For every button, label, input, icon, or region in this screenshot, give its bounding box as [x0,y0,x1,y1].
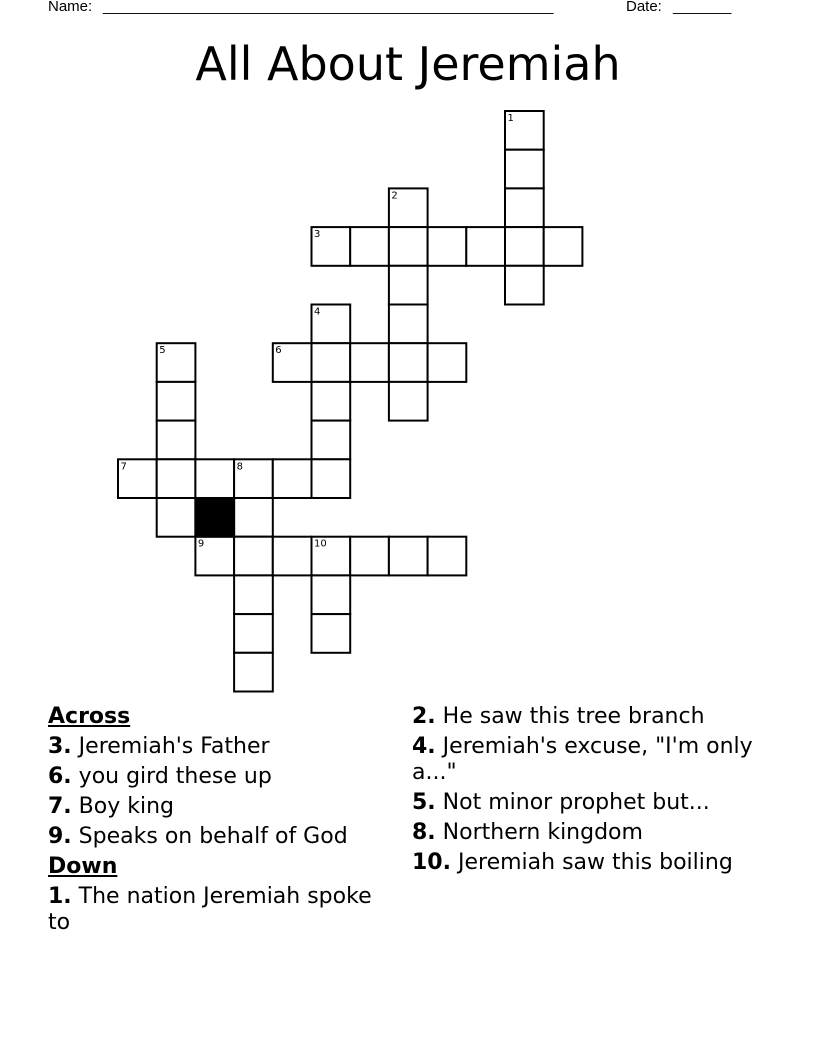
clue-text: Jeremiah saw this boiling [457,850,733,875]
grid-cell[interactable] [234,653,273,692]
grid-cell[interactable] [389,227,428,266]
grid-number: 6 [275,345,282,357]
clue-number: 3. [48,734,72,759]
grid-number: 1 [507,113,514,124]
grid-cell[interactable] [389,343,428,382]
grid-cell[interactable] [234,498,273,537]
grid-cell[interactable] [157,421,196,460]
clues-right-column [412,704,772,880]
clue-number: 10. [412,850,451,875]
grid-number: 10 [314,538,327,550]
puzzle-title: All About Jeremiah [195,37,621,91]
grid-cell[interactable] [389,266,428,305]
clue-down-5 [412,790,772,816]
clue-number: 7. [48,794,72,819]
grid-cell[interactable] [428,227,467,266]
grid-number: 8 [236,461,243,473]
clue-across-6 [48,764,393,790]
clue-number: 2. [412,704,436,729]
name-field[interactable]: ______________________________________________________ [103,0,554,15]
grid-cell[interactable] [234,575,273,614]
clue-down-1 [48,884,393,936]
grid-number: 3 [314,229,321,241]
grid-cell[interactable] [389,382,428,421]
date-label: Date: [626,0,662,15]
blocked-cell [195,498,234,537]
clue-text: Northern kingdom [442,820,643,845]
grid-cell[interactable] [312,575,351,614]
grid-cell[interactable] [312,421,351,460]
across-heading: Across [48,704,131,729]
clue-text: The nation Jeremiah spoke to [48,884,372,935]
clue-number: 9. [48,824,72,849]
grid-number: 4 [314,306,321,318]
clue-number: 5. [412,790,436,815]
grid-cell[interactable] [234,537,273,576]
grid-cell[interactable] [505,266,544,305]
grid-cell[interactable] [466,227,505,266]
grid-cell[interactable] [505,188,544,227]
grid-cell[interactable] [428,343,467,382]
clue-number: 4. [412,734,436,759]
grid-cell[interactable] [157,459,196,498]
clue-down-8 [412,820,772,846]
grid-cell[interactable] [505,227,544,266]
name-label: Name: [48,0,93,15]
clue-number: 6. [48,764,72,789]
grid-number: 9 [197,538,205,550]
down-heading: Down [48,854,118,879]
grid-cell[interactable] [312,343,351,382]
clue-text: Jeremiah's excuse, "I'm only a..." [412,734,753,785]
grid-number: 2 [391,190,398,202]
grid-cell[interactable] [312,459,351,498]
clue-text: Not minor prophet but... [442,790,710,815]
clue-across-7 [48,794,393,820]
clue-number: 1. [48,884,72,909]
grid-cell[interactable] [389,305,428,344]
grid-cell[interactable] [505,150,544,189]
grid-cell[interactable] [157,498,196,537]
clue-down-2 [412,704,772,730]
grid-cell[interactable] [157,382,196,421]
grid-cell[interactable] [350,227,389,266]
clue-text: He saw this tree branch [442,704,705,729]
grid-cell[interactable] [350,537,389,576]
clue-down-10 [412,850,772,876]
grid-cell[interactable] [312,614,351,653]
grid-cell[interactable] [312,382,351,421]
grid-cell[interactable] [428,537,467,576]
grid-cell[interactable] [273,459,312,498]
clue-across-3 [48,734,393,760]
clue-text: Jeremiah's Father [78,734,270,759]
clue-number: 8. [412,820,436,845]
grid-cell[interactable] [273,537,312,576]
clues-left-column [48,704,393,940]
grid-number: 5 [159,345,166,357]
date-field[interactable]: _______ [673,0,732,15]
grid-number: 7 [120,461,127,473]
clue-down-4 [412,734,772,786]
grid-cell[interactable] [234,614,273,653]
clue-text: you gird these up [78,764,272,789]
clue-text: Speaks on behalf of God [78,824,348,849]
clue-text: Boy king [78,794,174,819]
grid-cell[interactable] [350,343,389,382]
clue-across-9 [48,824,393,850]
grid-cell[interactable] [389,537,428,576]
grid-cell[interactable] [544,227,583,266]
grid-cell[interactable] [195,459,234,498]
